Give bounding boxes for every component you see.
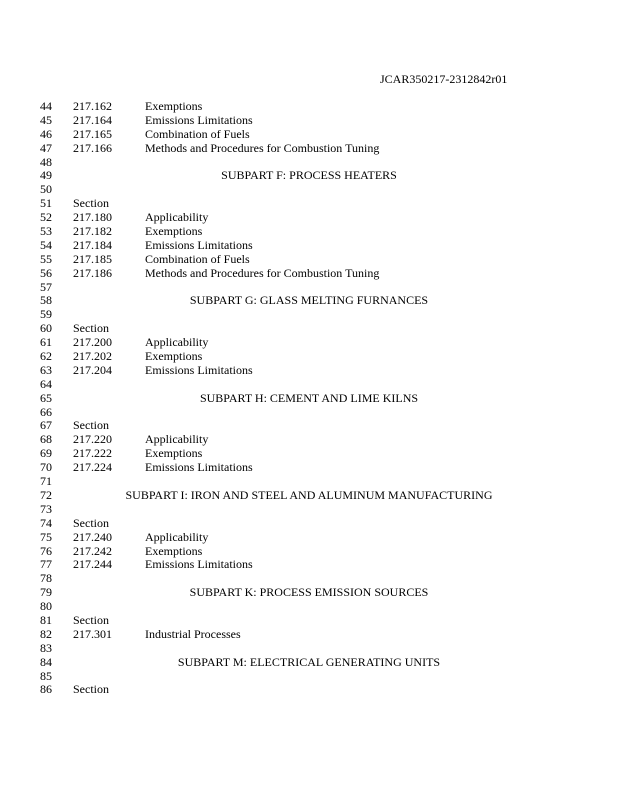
line-number: 51	[40, 196, 52, 211]
section-title: Applicability	[145, 335, 209, 350]
section-title: Exemptions	[145, 224, 203, 239]
section-number: 217.220	[73, 432, 112, 447]
document-line	[0, 239, 618, 253]
line-number: 60	[40, 321, 52, 336]
document-line	[0, 350, 618, 364]
section-title: Combination of Fuels	[145, 126, 250, 141]
line-number: 56	[40, 265, 52, 280]
line-number: 85	[40, 668, 52, 683]
line-number: 47	[40, 140, 52, 155]
section-title: Emissions Limitations	[145, 362, 253, 377]
line-number: 73	[40, 501, 52, 516]
line-number: 72	[40, 487, 52, 502]
section-number: 217.204	[73, 362, 112, 377]
line-number: 77	[40, 557, 52, 572]
document-line	[0, 267, 618, 281]
document-line	[0, 378, 618, 392]
document-line	[0, 628, 618, 642]
section-title: Exemptions	[145, 543, 203, 558]
section-title: Emissions Limitations	[145, 557, 253, 572]
section-title: Emissions Limitations	[145, 237, 253, 252]
document-line	[0, 183, 618, 197]
document-line	[0, 322, 618, 336]
document-line	[0, 461, 618, 475]
document-line	[0, 128, 618, 142]
document-line	[0, 225, 618, 239]
line-number: 58	[40, 293, 52, 308]
subpart-heading: SUBPART F: PROCESS HEATERS	[221, 168, 397, 183]
document-line	[0, 683, 618, 697]
line-number: 76	[40, 543, 52, 558]
document-line	[0, 308, 618, 322]
line-number: 84	[40, 654, 52, 669]
line-number: 67	[40, 418, 52, 433]
document-line	[0, 475, 618, 489]
section-column-label: Section	[73, 321, 109, 336]
section-number: 217.180	[73, 210, 112, 225]
line-number: 48	[40, 154, 52, 169]
subpart-heading-line	[0, 586, 618, 600]
line-number: 62	[40, 349, 52, 364]
line-number: 53	[40, 224, 52, 239]
section-column-label: Section	[73, 418, 109, 433]
subpart-heading: SUBPART K: PROCESS EMISSION SOURCES	[189, 585, 429, 600]
subpart-heading: SUBPART I: IRON AND STEEL AND ALUMINUM MANUFACTURING	[125, 487, 493, 502]
section-title: Combination of Fuels	[145, 251, 250, 266]
line-number: 81	[40, 612, 52, 627]
subpart-heading: SUBPART H: CEMENT AND LIME KILNS	[199, 390, 419, 405]
line-number: 68	[40, 432, 52, 447]
line-number: 59	[40, 307, 52, 322]
document-line	[0, 142, 618, 156]
line-number: 80	[40, 599, 52, 614]
section-number: 217.185	[73, 251, 112, 266]
section-column-label: Section	[73, 515, 109, 530]
line-number: 78	[40, 571, 52, 586]
line-number: 45	[40, 112, 52, 127]
section-title: Applicability	[145, 210, 209, 225]
document-line	[0, 614, 618, 628]
section-number: 217.165	[73, 126, 112, 141]
section-column-label: Section	[73, 612, 109, 627]
line-number: 61	[40, 335, 52, 350]
document-line	[0, 406, 618, 420]
document-line	[0, 531, 618, 545]
line-number: 52	[40, 210, 52, 225]
document-line	[0, 642, 618, 656]
section-number: 217.200	[73, 335, 112, 350]
line-number: 75	[40, 529, 52, 544]
subpart-heading-line	[0, 489, 618, 503]
line-number: 66	[40, 404, 52, 419]
document-line	[0, 114, 618, 128]
section-title: Emissions Limitations	[145, 112, 253, 127]
line-number: 65	[40, 390, 52, 405]
section-title: Applicability	[145, 529, 209, 544]
line-number: 55	[40, 251, 52, 266]
subpart-heading-line	[0, 392, 618, 406]
section-title: Methods and Procedures for Combustion Tuning	[145, 140, 380, 155]
subpart-heading: SUBPART M: ELECTRICAL GENERATING UNITS	[177, 654, 441, 669]
line-number: 70	[40, 460, 52, 475]
document-line	[0, 253, 618, 267]
section-number: 217.301	[73, 626, 112, 641]
line-number: 46	[40, 126, 52, 141]
section-number: 217.224	[73, 460, 112, 475]
section-number: 217.164	[73, 112, 112, 127]
line-number: 74	[40, 515, 52, 530]
document-line	[0, 517, 618, 531]
document-line	[0, 281, 618, 295]
subpart-heading-line	[0, 294, 618, 308]
section-number: 217.186	[73, 265, 112, 280]
line-number: 64	[40, 376, 52, 391]
section-number: 217.244	[73, 557, 112, 572]
document-body	[0, 100, 618, 697]
line-number: 44	[40, 99, 52, 113]
line-number: 54	[40, 237, 52, 252]
subpart-heading-line	[0, 169, 618, 183]
document-line	[0, 419, 618, 433]
document-line	[0, 545, 618, 559]
section-number: 217.202	[73, 349, 112, 364]
document-line	[0, 364, 618, 378]
document-line	[0, 447, 618, 461]
line-number: 79	[40, 585, 52, 600]
line-number: 86	[40, 682, 52, 697]
section-column-label: Section	[73, 196, 109, 211]
section-number: 217.166	[73, 140, 112, 155]
section-number: 217.184	[73, 237, 112, 252]
line-number: 50	[40, 182, 52, 197]
section-column-label: Section	[73, 682, 109, 697]
section-title: Industrial Processes	[145, 626, 241, 641]
line-number: 83	[40, 640, 52, 655]
section-title: Methods and Procedures for Combustion Tuning	[145, 265, 380, 280]
line-number: 63	[40, 362, 52, 377]
line-number: 57	[40, 279, 52, 294]
document-line	[0, 558, 618, 572]
section-title: Exemptions	[145, 349, 203, 364]
line-number: 69	[40, 446, 52, 461]
section-number: 217.242	[73, 543, 112, 558]
document-line	[0, 600, 618, 614]
section-number: 217.162	[73, 99, 112, 113]
section-title: Exemptions	[145, 446, 203, 461]
document-line	[0, 572, 618, 586]
document-line	[0, 197, 618, 211]
subpart-heading-line	[0, 656, 618, 670]
document-line	[0, 670, 618, 684]
document-line	[0, 156, 618, 170]
section-title: Emissions Limitations	[145, 460, 253, 475]
line-number: 71	[40, 474, 52, 489]
subpart-heading: SUBPART G: GLASS MELTING FURNANCES	[189, 293, 429, 308]
document-line	[0, 100, 618, 114]
document-line	[0, 433, 618, 447]
document-line	[0, 503, 618, 517]
section-title: Applicability	[145, 432, 209, 447]
document-id: JCAR350217-2312842r01	[380, 72, 508, 86]
line-number: 49	[40, 168, 52, 183]
line-number: 82	[40, 626, 52, 641]
section-number: 217.222	[73, 446, 112, 461]
document-line	[0, 211, 618, 225]
document-line	[0, 336, 618, 350]
section-title: Exemptions	[145, 99, 203, 113]
section-number: 217.240	[73, 529, 112, 544]
section-number: 217.182	[73, 224, 112, 239]
